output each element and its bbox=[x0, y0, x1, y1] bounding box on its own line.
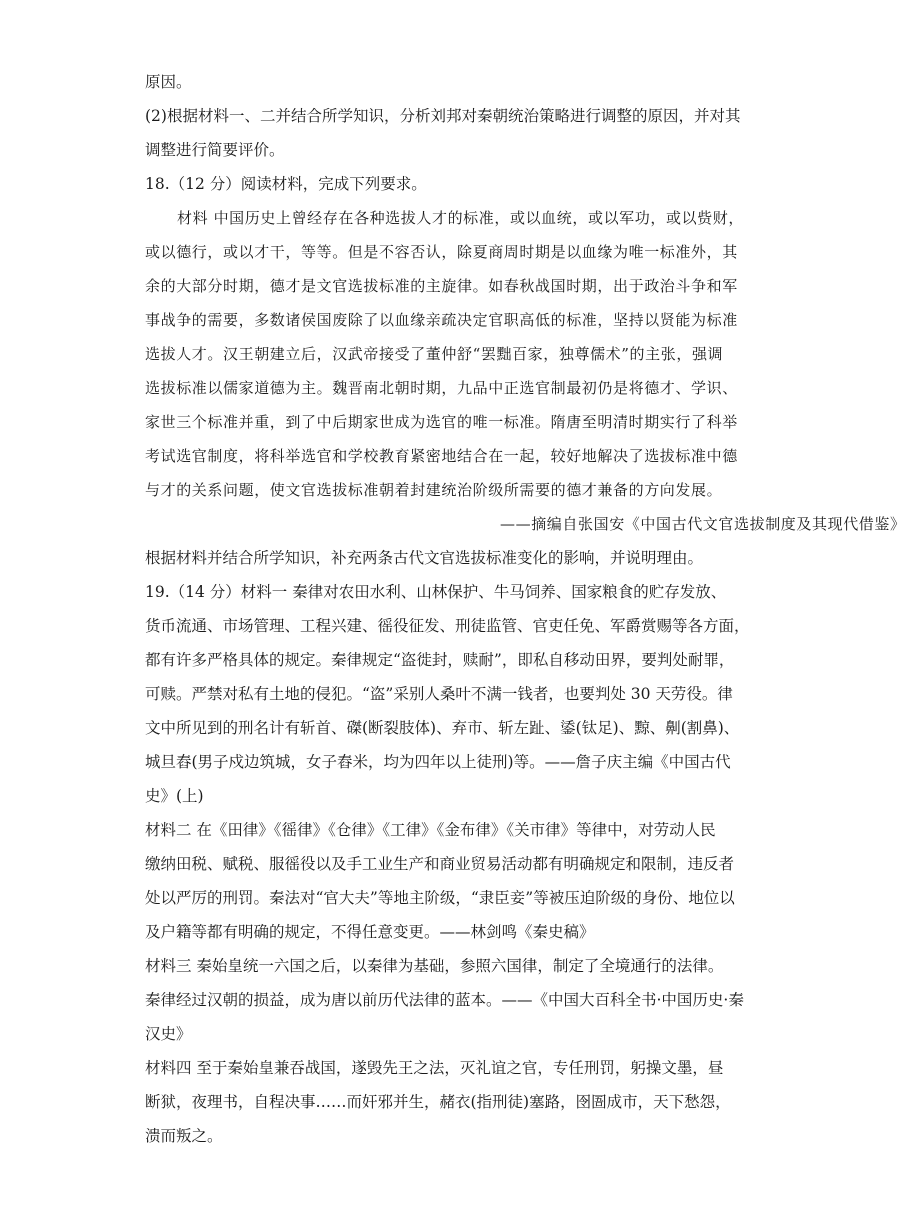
material-2-line: 材料二 在《田律》《徭律》《仓律》《工律》《金布律》《关市律》等律中，对劳动人民 bbox=[145, 821, 716, 839]
text-line: 原因。 bbox=[145, 73, 192, 91]
question-18-prompt: 根据材料并结合所学知识，补充两条古代文官选拔标准变化的影响，并说明理由。 bbox=[145, 549, 704, 567]
text-line: 缴纳田税、赋税、服徭役以及手工业生产和商业贸易活动都有明确规定和限制，违反者 bbox=[145, 855, 735, 873]
text-line: 都有许多严格具体的规定。秦律规定“盗徙封，赎耐”，即私自移动田界，要判处耐罪， bbox=[145, 651, 735, 669]
question-18-heading: 18.（12 分）阅读材料，完成下列要求。 bbox=[145, 175, 427, 193]
material-paragraph-line: 余的大部分时期，德才是文官选拔标准的主旋律。如春秋战国时期，出于政治斗争和军 bbox=[145, 277, 738, 295]
material-paragraph-line: 选拔人才。汉王朝建立后，汉武帝接受了董仲舒“罢黜百家，独尊儒术”的主张，强调 bbox=[145, 345, 724, 363]
text-line: 可赎。严禁对私有土地的侵犯。“盗”采别人桑叶不满一钱者，也要判处 30 天劳役。律 bbox=[145, 685, 733, 703]
question-2: (2)根据材料一、二并结合所学知识，分析刘邦对秦朝统治策略进行调整的原因，并对其 bbox=[145, 107, 741, 125]
text-line: 秦律经过汉朝的损益，成为唐以前历代法律的蓝本。——《中国大百科全书·中国历史·秦 bbox=[145, 991, 744, 1009]
material-paragraph-line: 事战争的需要，多数诸侯国废除了以血缘亲疏决定官职高低的标准，坚持以贤能为标准 bbox=[145, 311, 738, 329]
text-line: 处以严厉的刑罚。秦法对“官大夫”等地主阶级，“隶臣妾”等被压迫阶级的身份、地位以 bbox=[145, 889, 735, 907]
text-line: 史》(上) bbox=[145, 787, 204, 805]
material-paragraph-line: 选拔标准以儒家道德为主。魏晋南北朝时期，九品中正选官制最初仍是将德才、学识、 bbox=[145, 379, 738, 397]
text-line: 货币流通、市场管理、工程兴建、徭役征发、刑徒监管、官吏任免、军爵赏赐等各方面， bbox=[145, 617, 750, 635]
text-line: 汉史》 bbox=[145, 1025, 192, 1043]
material-paragraph-line: 或以德行，或以才干，等等。但是不容否认，除夏商周时期是以血缘为唯一标准外，其 bbox=[145, 243, 738, 261]
material-paragraph-line: 考试选官制度，将科举选官和学校教育紧密地结合在一起，较好地解决了选拔标准中德 bbox=[145, 447, 738, 465]
text-line: 文中所见到的刑名计有斩首、磔(断裂肢体)、弃市、斩左趾、鋈(钛足)、黥、劓(割鼻)、 bbox=[145, 719, 740, 737]
material-paragraph-line: 与才的关系问题，使文官选拔标准朝着封建统治阶级所需要的德才兼备的方向发展。 bbox=[145, 481, 723, 499]
text-line: 及户籍等都有明确的规定，不得任意变更。——林剑鸣《秦史稿》 bbox=[145, 923, 595, 941]
text-line: 断狱，夜理书，自程决事……而奸邪并生，赭衣(指刑徒)塞路，囹圄成市，天下愁怨， bbox=[145, 1093, 731, 1111]
material-4-line: 材料四 至于秦始皇兼吞战国，遂毁先王之法，灭礼谊之官，专任刑罚，躬操文墨，昼 bbox=[145, 1059, 724, 1077]
question-19-heading: 19.（14 分）材料一 秦律对农田水利、山林保护、牛马饲养、国家粮食的贮存发放、 bbox=[145, 583, 727, 601]
material-3-line: 材料三 秦始皇统一六国之后，以秦律为基础，参照六国律，制定了全境通行的法律。 bbox=[145, 957, 724, 975]
text-line: 城旦舂(男子戍边筑城，女子舂米，均为四年以上徒刑)等。——詹子庆主编《中国古代 bbox=[145, 753, 731, 771]
text-line: 调整进行简要评价。 bbox=[145, 141, 285, 159]
text-line: 溃而叛之。 bbox=[145, 1127, 223, 1145]
material-paragraph-line: 材料 中国历史上曾经存在各种选拔人才的标准，或以血统，或以军功，或以赀财， bbox=[177, 209, 744, 227]
material-paragraph-line: 家世三个标准并重，到了中后期家世成为选官的唯一标准。隋唐至明清时期实行了科举 bbox=[145, 413, 738, 431]
material-source: ——摘编自张国安《中国古代文官选拔制度及其现代借鉴》 bbox=[500, 515, 906, 533]
